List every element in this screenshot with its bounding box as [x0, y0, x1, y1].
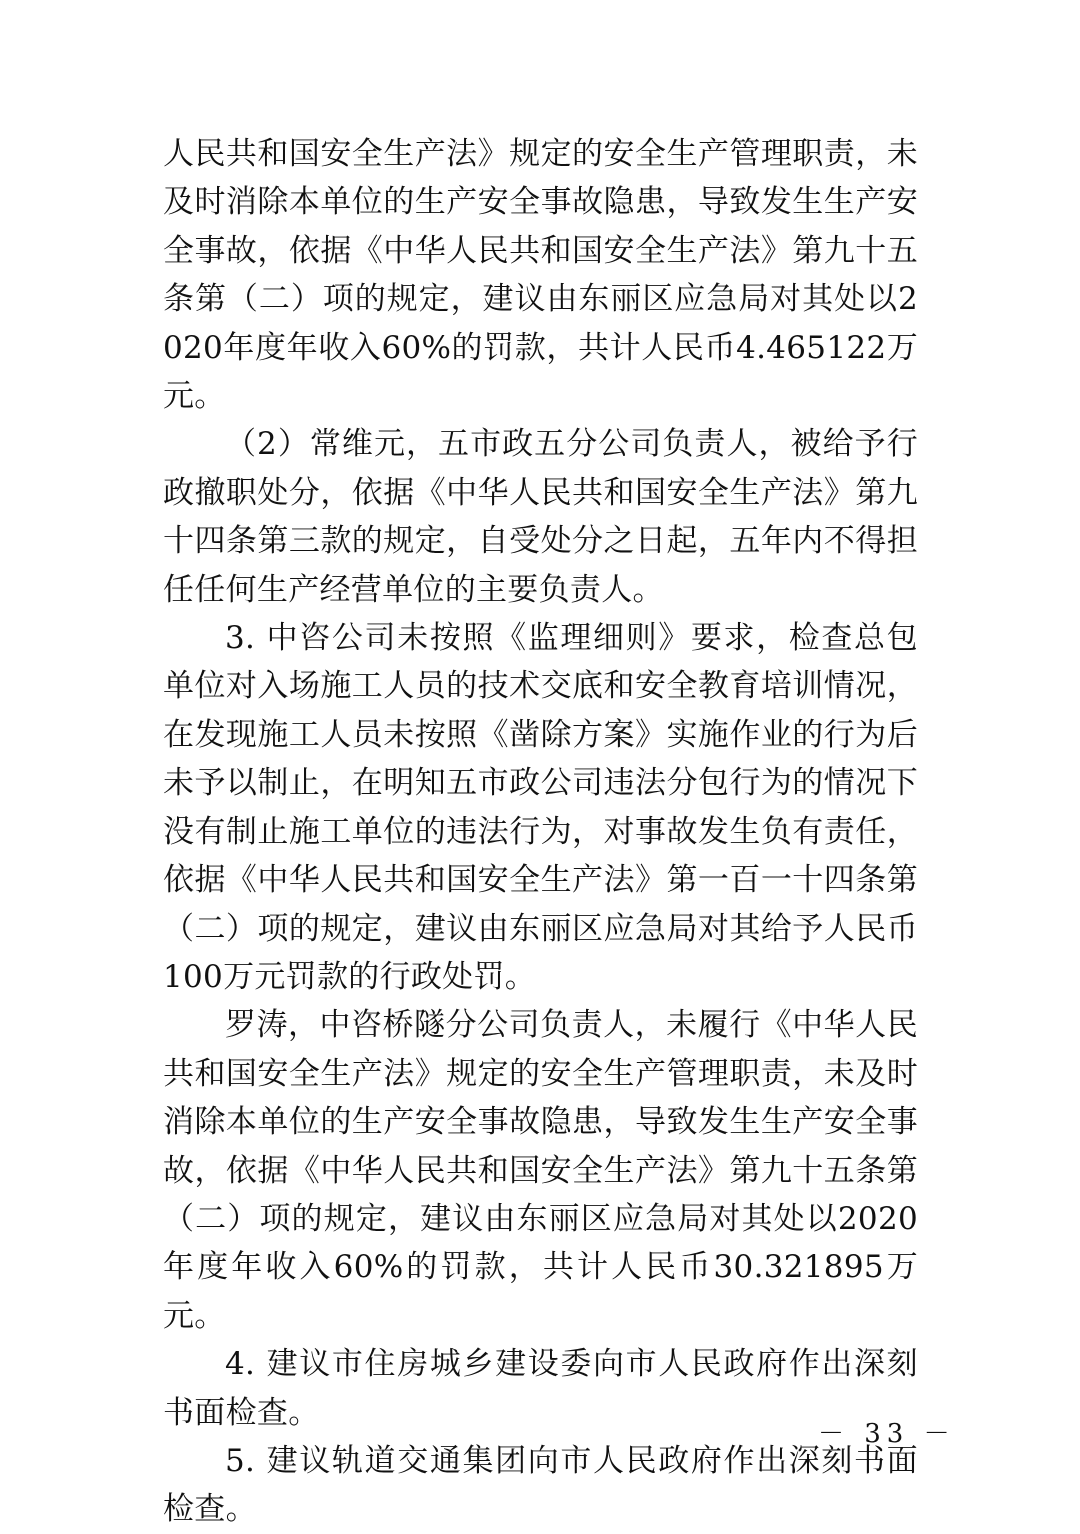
paragraph-6: 5. 建议轨道交通集团向市人民政府作出深刻书面检查。 — [163, 1442, 918, 1528]
paragraph-1: 人民共和国安全生产法》规定的安全生产管理职责，未及时消除本单位的生产安全事故隐患，导致发生生产安全事故，依据《中华人民共和国安全生产法》第九十五条第（二）项的规定，建议由东丽区应急局对其处以2020年度年收入60%的罚款，共计人民币4.465122万元。 — [163, 136, 918, 415]
document-body — [163, 130, 918, 1534]
paragraph-2: （2）常维元，五市政五分公司负责人，被给予行政撤职处分，依据《中华人民共和国安全生产法》第九十四条第三款的规定，自受处分之日起，五年内不得担任任何生产经营单位的主要负责人。 — [163, 426, 918, 608]
paragraph-4: 罗涛，中咨桥隧分公司负责人，未履行《中华人民共和国安全生产法》规定的安全生产管理职责，未及时消除本单位的生产安全事故隐患，导致发生生产安全事故，依据《中华人民共和国安全生产法》第九十五条第（二）项的规定，建议由东丽区应急局对其处以2020年度年收入60%的罚款，共计人民币30.321895万元。 — [163, 1007, 918, 1334]
paragraph-3: 3. 中咨公司未按照《监理细则》要求，检查总包单位对入场施工人员的技术交底和安全教育培训情况，在发现施工人员未按照《凿除方案》实施作业的行为后未予以制止，在明知五市政公司违法分包行为的情况下没有制止施工单位的违法行为，对事故发生负有责任，依据《中华人民共和国安全生产法》第一百一十四条第（二）项的规定，建议由东丽区应急局对其给予人民币100万元罚款的行政处罚。 — [163, 620, 918, 995]
page-number: － 33 － — [818, 1419, 956, 1449]
paragraph-5: 4. 建议市住房城乡建设委向市人民政府作出深刻书面检查。 — [163, 1346, 918, 1431]
